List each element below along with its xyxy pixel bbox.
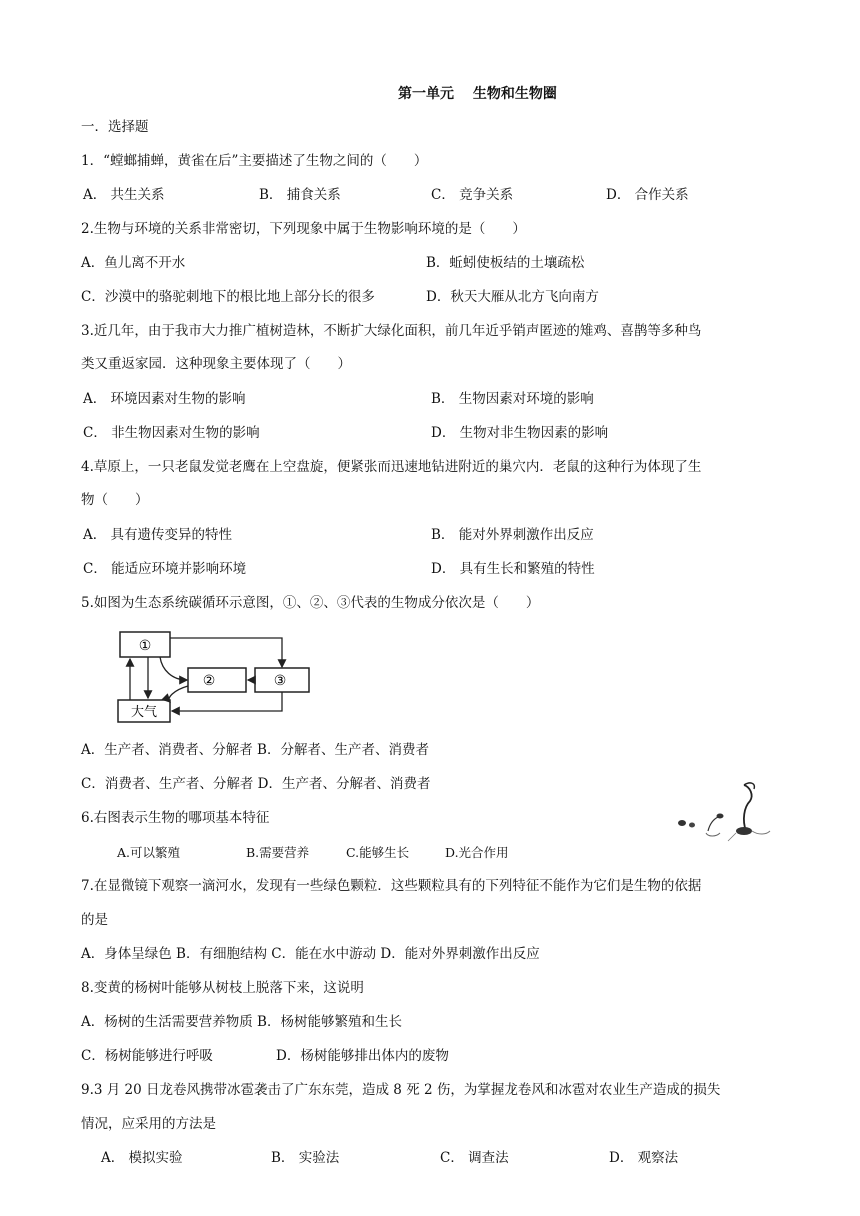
option-d: D． 生物对非生物因素的影响 xyxy=(431,425,609,441)
question-stem: 2.生物与环境的关系非常密切，下列现象中属于生物影响环境的是（ ） xyxy=(81,221,526,237)
option-b: B．蚯蚓使板结的土壤疏松 xyxy=(426,255,585,271)
option-a: A．鱼儿离不开水 xyxy=(81,255,186,271)
question-stem: 1．“螳螂捕蝉，黄雀在后”主要描述了生物之间的（ ） xyxy=(81,153,428,169)
option-c: C.能够生长 xyxy=(346,845,410,860)
arrow-1-to-2 xyxy=(160,657,187,680)
option-d: D．秋天大雁从北方飞向南方 xyxy=(426,289,599,305)
question-stem-line2: 情况，应采用的方法是 xyxy=(81,1116,216,1132)
option-d: D.光合作用 xyxy=(445,845,509,860)
option-d: D．杨树能够排出体内的废物 xyxy=(276,1048,449,1064)
question-stem: 6.右图表示生物的哪项基本特征 xyxy=(81,810,270,826)
options-cd: C．消费者、生产者、分解者 D．生产者、分解者、消费者 xyxy=(81,776,431,792)
seed-germination-illustration xyxy=(670,775,785,845)
section-heading: 一．选择题 xyxy=(81,119,149,135)
page-title: 第一单元 生物和生物圈 xyxy=(398,86,557,102)
question-stem-line2: 的是 xyxy=(81,912,108,928)
options-ab: A．生产者、消费者、分解者 B．分解者、生产者、消费者 xyxy=(81,742,429,758)
option-b: B． 能对外界刺激作出反应 xyxy=(431,527,594,543)
arrow-3-to-atmosphere xyxy=(172,692,282,711)
question-stem-line1: 9.3 月 20 日龙卷风携带冰雹袭击了广东东莞，造成 8 死 2 伤，为掌握龙卷风和冰雹对农业生产造成的损失 xyxy=(81,1082,721,1098)
question-stem: 8.变黄的杨树叶能够从树枝上脱落下来，这说明 xyxy=(81,980,364,996)
option-c: C．杨树能够进行呼吸 xyxy=(81,1048,213,1064)
option-c: C． 竞争关系 xyxy=(431,187,514,203)
option-b: B． 生物因素对环境的影响 xyxy=(431,391,594,407)
question-stem: 5.如图为生态系统碳循环示意图，①、②、③代表的生物成分依次是（ ） xyxy=(81,595,540,611)
node-2-label: ② xyxy=(202,673,216,689)
option-b: B． 捕食关系 xyxy=(259,187,341,203)
options: A．身体呈绿色 B．有细胞结构 C．能在水中游动 D．能对外界刺激作出反应 xyxy=(81,946,540,962)
option-d: D． 观察法 xyxy=(609,1150,679,1166)
question-stem-line1: 4.草原上，一只老鼠发觉老鹰在上空盘旋，便紧张而迅速地钻进附近的巢穴内．老鼠的这种行为体现了生 xyxy=(81,459,702,475)
carbon-cycle-diagram xyxy=(112,626,322,726)
node-2-box xyxy=(188,668,246,692)
option-b: B.需要营养 xyxy=(246,845,310,860)
option-a: A． 模拟实验 xyxy=(101,1150,183,1166)
option-c: C． 非生物因素对生物的影响 xyxy=(83,425,260,441)
arrow-2-to-atmosphere xyxy=(169,686,188,702)
option-c: C． 能适应环境并影响环境 xyxy=(83,561,247,577)
atmosphere-label: 大气 xyxy=(130,705,158,720)
options-ab: A．杨树的生活需要营养物质 B．杨树能够繁殖和生长 xyxy=(81,1014,402,1030)
option-d: D． 合作关系 xyxy=(606,187,689,203)
option-a: A． 共生关系 xyxy=(83,187,165,203)
option-a: A． 环境因素对生物的影响 xyxy=(83,391,246,407)
question-stem-line2: 物（ ） xyxy=(81,492,149,508)
question-stem-line2: 类又重返家园．这种现象主要体现了（ ） xyxy=(81,356,351,372)
option-a: A． 具有遗传变异的特性 xyxy=(83,527,233,543)
option-c: C． 调查法 xyxy=(440,1150,509,1166)
option-a: A.可以繁殖 xyxy=(117,845,181,860)
question-stem-line1: 7.在显微镜下观察一滴河水，发现有一些绿色颗粒．这些颗粒具有的下列特征不能作为它们是生物的依据 xyxy=(81,878,702,894)
question-stem-line1: 3.近几年，由于我市大力推广植树造林，不断扩大绿化面积，前几年近乎销声匿迹的雉鸡、喜鹊等多种鸟 xyxy=(81,323,702,339)
node-1-label: ① xyxy=(138,638,152,654)
node-3-label: ③ xyxy=(273,673,287,689)
arrow-1-to-3 xyxy=(170,638,282,667)
option-c: C．沙漠中的骆驼刺地下的根比地上部分长的很多 xyxy=(81,289,375,305)
option-b: B． 实验法 xyxy=(271,1150,340,1166)
option-d: D． 具有生长和繁殖的特性 xyxy=(431,561,595,577)
